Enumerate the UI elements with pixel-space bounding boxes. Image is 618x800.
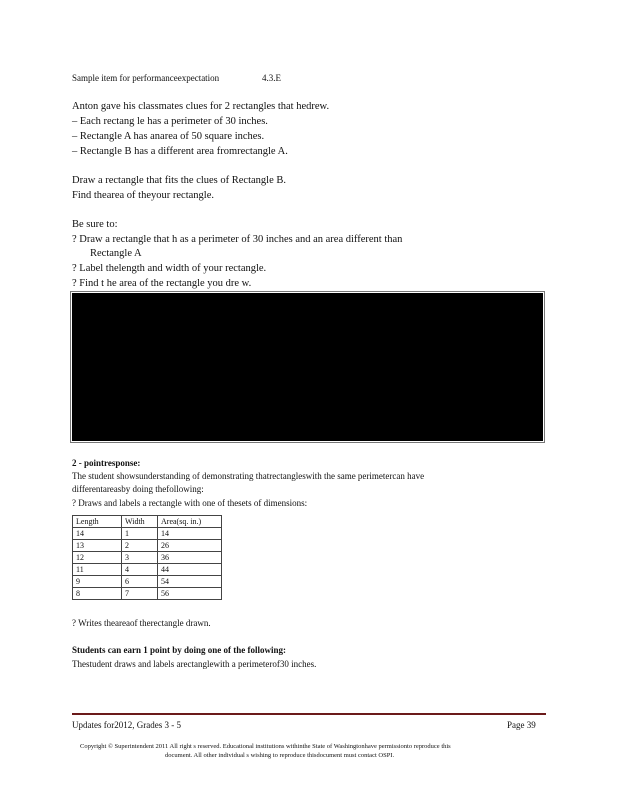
dimensions-table <box>72 515 222 600</box>
checklist-item-3: ? Find t he area of the rectangle you dre w. <box>72 278 252 289</box>
writes-area-bullet: ? Writes theareaof therectangle drawn. <box>72 618 211 628</box>
drawing-answer-box <box>72 293 543 441</box>
item-label: Sample item for performanceexpectation <box>72 73 220 83</box>
prompt-intro: Anton gave his classmates clues for 2 rectangles that hedrew. <box>72 101 330 112</box>
table-cell: 8 <box>73 588 122 600</box>
table-row <box>73 564 222 576</box>
table-cell: 6 <box>122 576 158 588</box>
copyright-line-1: Copyright © Superintendent 2011 All right s reserved. Educational institutions withinthe State of Washingtonhave permissionto reproduce this <box>80 743 451 750</box>
checklist-item-2: ? Label thelength and width of your rectangle. <box>72 263 267 274</box>
be-sure-heading: Be sure to: <box>72 219 118 230</box>
table-cell: 54 <box>158 576 222 588</box>
table-header: Area(sq. in.) <box>158 516 222 528</box>
table-cell: 4 <box>122 564 158 576</box>
item-code: 4.3.E <box>262 73 281 83</box>
footer-divider <box>72 713 546 715</box>
task-1: Draw a rectangle that fits the clues of Rectangle B. <box>72 175 286 186</box>
response-heading: 2 - pointresponse: <box>72 458 141 468</box>
task-2: Find thearea of theyour rectangle. <box>72 190 214 201</box>
table-cell: 2 <box>122 540 158 552</box>
table-cell: 14 <box>158 528 222 540</box>
copyright-line-2: document. All other individual s wishing to reproduce thisdocument must contact OSPI. <box>165 752 395 759</box>
response-line-2: differentareasby doing thefollowing: <box>72 484 204 494</box>
table-row <box>73 552 222 564</box>
table-header: Width <box>122 516 158 528</box>
clue-2: – Rectangle A has anarea of 50 square inches. <box>72 131 265 142</box>
table-cell: 9 <box>73 576 122 588</box>
response-line-1: The student showsunderstanding of demonstrating thatrectangleswith the same perimetercan have <box>72 471 425 481</box>
checklist-item-1-cont: Rectangle A <box>90 248 142 259</box>
table-cell: 1 <box>122 528 158 540</box>
table-cell: 36 <box>158 552 222 564</box>
table-row <box>73 540 222 552</box>
clue-3: – Rectangle B has a different area fromrectangle A. <box>72 146 288 157</box>
table-row <box>73 528 222 540</box>
table-cell: 26 <box>158 540 222 552</box>
table-cell: 3 <box>122 552 158 564</box>
table-cell: 13 <box>73 540 122 552</box>
table-cell: 44 <box>158 564 222 576</box>
clue-1: – Each rectang le has a perimeter of 30 inches. <box>72 116 268 127</box>
table-cell: 7 <box>122 588 158 600</box>
table-cell: 11 <box>73 564 122 576</box>
table-row <box>73 576 222 588</box>
footer-title: Updates for2012, Grades 3 - 5 <box>72 720 181 730</box>
page-number: Page 39 <box>507 720 536 730</box>
checklist-item-1: ? Draw a rectangle that h as a perimeter of 30 inches and an area different than <box>72 234 403 245</box>
response-bullet: ? Draws and labels a rectangle with one of thesets of dimensions: <box>72 498 308 508</box>
table-row <box>73 588 222 600</box>
table-cell: 56 <box>158 588 222 600</box>
one-point-heading: Students can earn 1 point by doing one of the following: <box>72 645 287 655</box>
table-cell: 14 <box>73 528 122 540</box>
table-cell: 12 <box>73 552 122 564</box>
one-point-criterion: Thestudent draws and labels arectanglewith a perimeterof30 inches. <box>72 659 317 669</box>
table-header: Length <box>73 516 122 528</box>
